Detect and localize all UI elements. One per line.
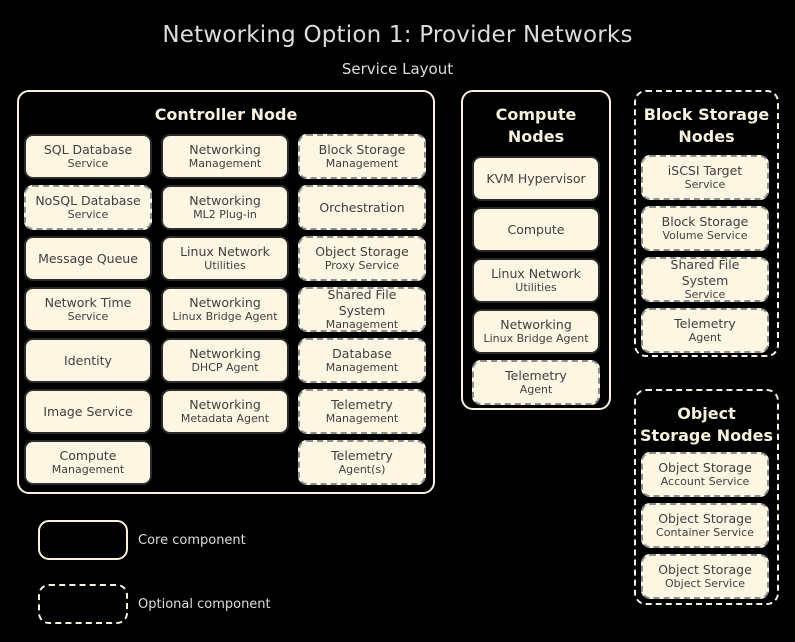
node-label-line2: Volume Service [662, 229, 748, 243]
legend-swatch-optional [38, 584, 128, 624]
node-networking-dhcp-agent[interactable] [161, 338, 289, 383]
node-label-line2: Management [51, 463, 125, 477]
node-label-line1: Object Storage [658, 510, 752, 526]
node-label-line1: Telemetry [674, 315, 736, 331]
group-title-line2: Nodes [678, 126, 735, 146]
node-label-line1: Block Storage [318, 141, 406, 157]
node-compute[interactable] [472, 207, 600, 252]
node-nosql-database-service[interactable] [24, 185, 152, 230]
node-label-line2: Proxy Service [324, 259, 400, 273]
node-label-line1: Identity [64, 352, 112, 368]
node-network-time-service[interactable] [24, 287, 152, 332]
node-kvm-hypervisor[interactable] [472, 156, 600, 201]
node-label-line1: Object Storage [315, 243, 409, 259]
group-block-storage-nodes-title [636, 104, 777, 147]
group-title-line1: Object [677, 404, 736, 423]
node-message-queue[interactable] [24, 236, 152, 281]
group-compute-nodes-title [463, 104, 609, 147]
node-label-line1: Networking [189, 396, 261, 412]
node-label-line1: Object Storage [658, 561, 752, 577]
node-label-line2: Agent [688, 331, 722, 345]
node-label-line2: Management [325, 318, 399, 332]
node-label-line1: KVM Hypervisor [486, 170, 586, 186]
node-label-line1: Networking [189, 345, 261, 361]
node-label-line1: Message Queue [38, 250, 138, 266]
node-iscsi-target-service[interactable] [641, 155, 769, 200]
node-label-line2: Agent [519, 383, 553, 397]
node-networking-linux-bridge-agent[interactable] [161, 287, 289, 332]
node-label-line2: Service [67, 157, 109, 171]
node-linux-network-utilities[interactable] [161, 236, 289, 281]
node-compute-telemetry-agent[interactable] [472, 360, 600, 405]
node-block-storage-volume-service[interactable] [641, 206, 769, 251]
node-networking-ml2-plugin[interactable] [161, 185, 289, 230]
node-label-line2: Linux Bridge Agent [172, 310, 278, 324]
node-compute-linux-network-utilities[interactable] [472, 258, 600, 303]
node-label-line2: DHCP Agent [191, 361, 259, 375]
node-identity[interactable] [24, 338, 152, 383]
node-shared-file-system-service[interactable] [641, 257, 769, 302]
node-label-line1: Linux Network [491, 265, 581, 281]
node-label-line2: Management [325, 361, 399, 375]
legend-swatch-core [38, 520, 128, 560]
group-title-line1: Compute [495, 105, 577, 124]
node-object-storage-object-service[interactable] [641, 554, 769, 599]
legend-label-optional: Optional component [138, 597, 271, 612]
node-block-storage-management[interactable] [298, 134, 426, 179]
node-telemetry-management[interactable] [298, 389, 426, 434]
group-title-line2: Nodes [507, 126, 565, 146]
node-networking-management[interactable] [161, 134, 289, 179]
node-image-service[interactable] [24, 389, 152, 434]
node-telemetry-agents[interactable] [298, 440, 426, 485]
node-compute-networking-linux-bridge-agent[interactable] [472, 309, 600, 354]
group-title-line2: Storage Nodes [640, 425, 773, 445]
group-object-storage-nodes-title [636, 403, 777, 446]
node-label-line2: Utilities [204, 259, 246, 273]
node-object-storage-container-service[interactable] [641, 503, 769, 548]
node-sql-database-service[interactable] [24, 134, 152, 179]
group-title-line1: Block Storage [643, 105, 770, 124]
node-label-line2: Service [684, 288, 726, 302]
node-label-line1: Networking [500, 316, 572, 332]
node-label-line1: iSCSI Target [667, 162, 743, 178]
node-orchestration[interactable] [298, 185, 426, 230]
node-label-line1: Object Storage [658, 459, 752, 475]
page-title: Networking Option 1: Provider Networks [162, 22, 633, 48]
node-networking-metadata-agent[interactable] [161, 389, 289, 434]
node-database-management[interactable] [298, 338, 426, 383]
node-label-line1: Compute [59, 447, 117, 463]
node-label-line1: Database [332, 345, 392, 361]
node-label-line1: Telemetry [505, 367, 567, 383]
node-label-line2: Container Service [656, 526, 754, 540]
node-label-line1: Network Time [44, 294, 132, 310]
node-label-line2: Linux Bridge Agent [483, 332, 589, 346]
node-label-line2: ML2 Plug-in [193, 208, 257, 222]
node-label-line1: Linux Network [180, 243, 270, 259]
node-label-line2: Agent(s) [338, 463, 386, 477]
node-object-storage-account-service[interactable] [641, 452, 769, 497]
node-label-line1: Block Storage [661, 213, 749, 229]
node-label-line2: Account Service [660, 475, 750, 489]
node-label-line1: Shared File System [670, 257, 740, 288]
node-label-line2: Management [325, 157, 399, 171]
node-label-line1: SQL Database [43, 141, 133, 157]
node-label-line2: Object Service [665, 577, 745, 591]
node-label-line1: Compute [507, 221, 565, 237]
node-label-line2: Metadata Agent [180, 412, 270, 426]
group-controller-node-title: Controller Node [154, 105, 298, 124]
node-label-line1: Orchestration [319, 199, 405, 215]
node-label-line2: Service [684, 178, 726, 192]
node-label-line1: Networking [189, 294, 261, 310]
node-object-storage-proxy-service[interactable] [298, 236, 426, 281]
node-shared-file-system-management[interactable] [298, 287, 426, 332]
node-label-line1: Networking [189, 141, 261, 157]
node-label-line2: Service [67, 208, 109, 222]
node-label-line1: Networking [189, 192, 261, 208]
node-label-line2: Service [67, 310, 109, 324]
node-label-line1: Shared File System [327, 287, 397, 318]
node-label-line2: Management [325, 412, 399, 426]
node-label-line2: Management [188, 157, 262, 171]
node-label-line1: Telemetry [331, 447, 393, 463]
node-compute-management[interactable] [24, 440, 152, 485]
legend-label-core: Core component [138, 533, 246, 548]
node-label-line1: Image Service [43, 403, 133, 419]
node-label-line1: NoSQL Database [35, 192, 141, 208]
node-label-line1: Telemetry [331, 396, 393, 412]
node-block-storage-telemetry-agent[interactable] [641, 308, 769, 353]
node-label-line2: Utilities [515, 281, 557, 295]
page-subtitle: Service Layout [341, 60, 454, 78]
